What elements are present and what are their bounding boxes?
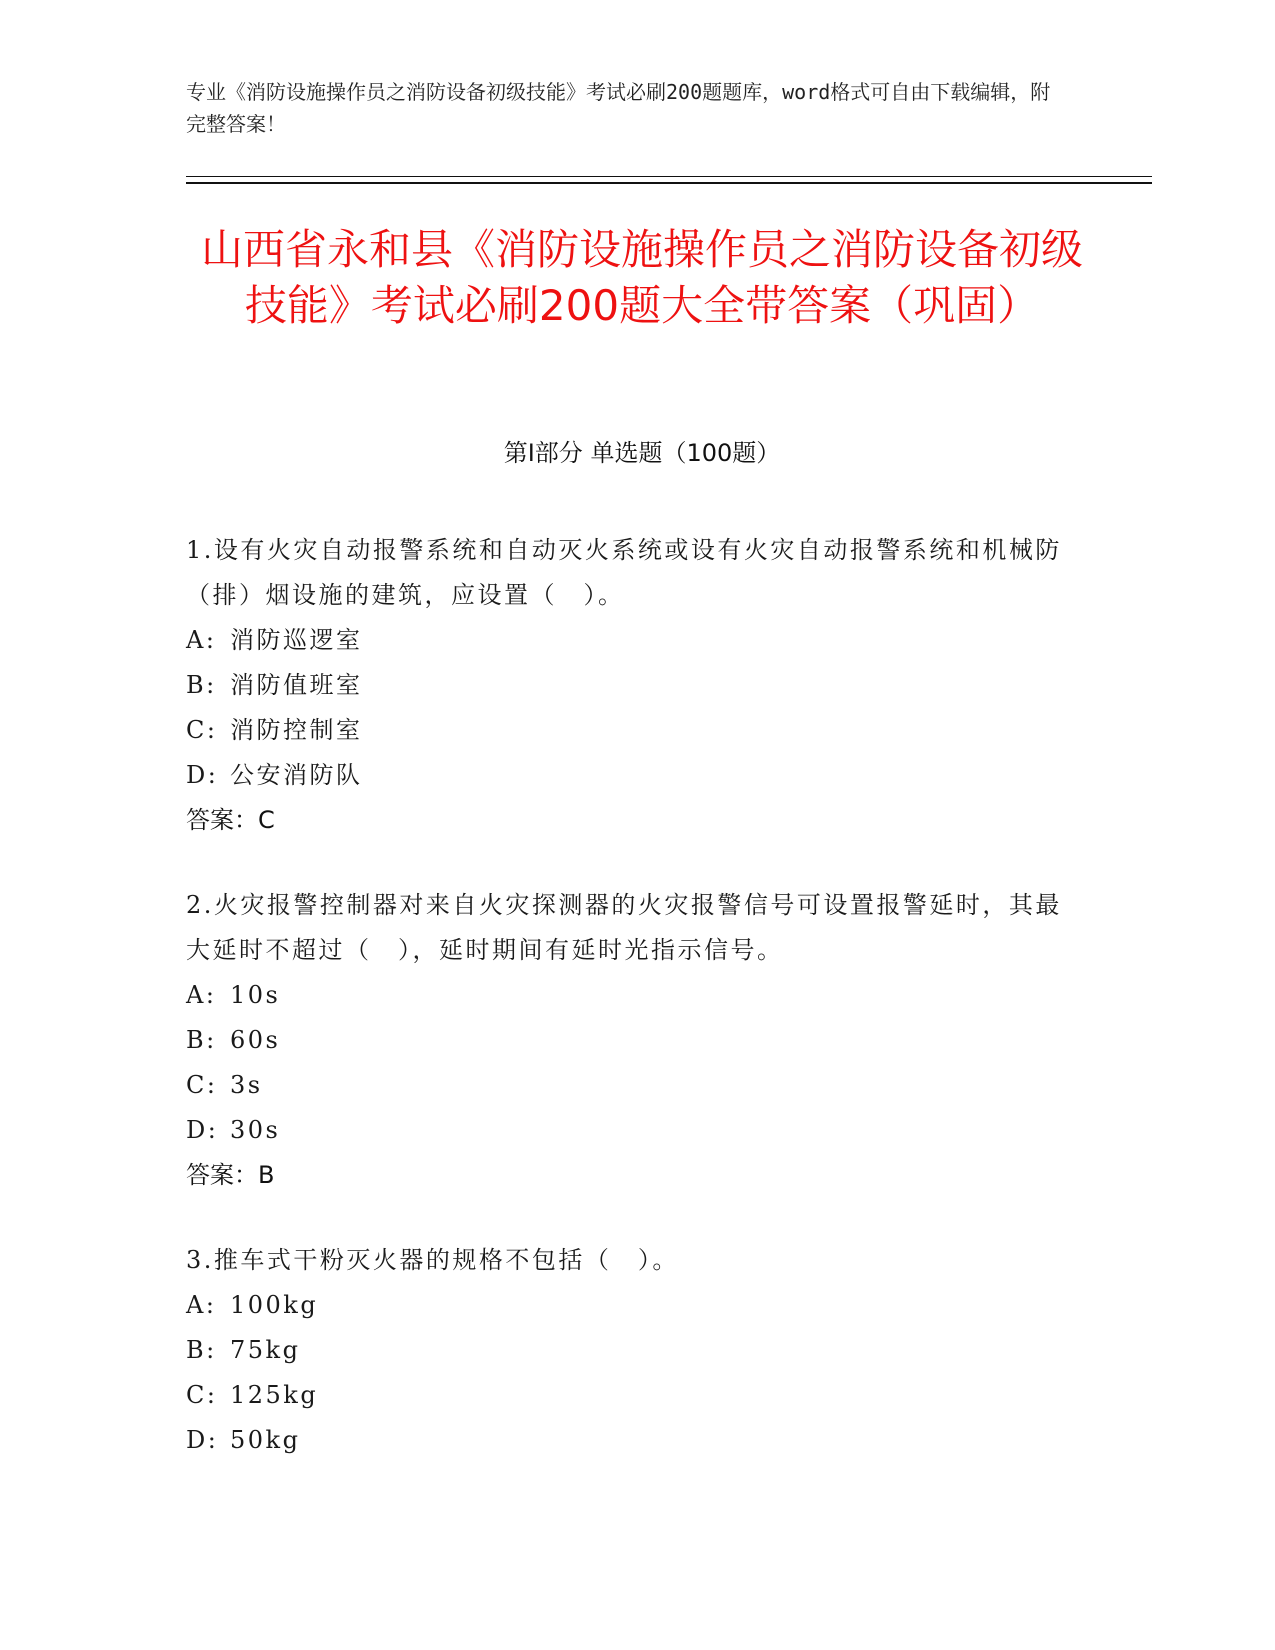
header-note: 专业《消防设施操作员之消防设备初级技能》考试必刷200题题库，word格式可自由下载编辑，附完整答案！ xyxy=(186,80,1051,136)
option-text: 75kg xyxy=(230,1336,301,1364)
option-d xyxy=(186,1108,1066,1153)
option-letter: B: xyxy=(186,1026,217,1054)
option-letter: D: xyxy=(186,761,219,789)
answer-line: 答案：B xyxy=(186,1161,275,1189)
option-letter: B: xyxy=(186,1336,217,1364)
option-letter: C: xyxy=(186,716,218,744)
option-text: 3s xyxy=(230,1071,263,1099)
option-b xyxy=(186,1018,1066,1063)
document-title: 山西省永和县《消防设施操作员之消防设备初级技能》考试必刷200题大全带答案（巩固） xyxy=(200,225,1083,330)
question-stem: 2.火灾报警控制器对来自火灾探测器的火灾报警信号可设置报警延时，其最大延时不超过（ ），延时期间有延时光指示信号。 xyxy=(186,891,1062,964)
option-c xyxy=(186,708,1066,753)
option-a xyxy=(186,618,1066,663)
option-b xyxy=(186,1328,1066,1373)
option-text: 消防值班室 xyxy=(230,671,363,699)
question-1 xyxy=(186,528,1066,843)
option-d xyxy=(186,753,1066,798)
answer-line: 答案：C xyxy=(186,806,275,834)
question-2 xyxy=(186,883,1066,1198)
header-divider-thin xyxy=(186,176,1152,177)
option-d xyxy=(186,1418,1066,1463)
option-text: 10s xyxy=(230,981,281,1009)
option-text: 公安消防队 xyxy=(230,761,363,789)
option-letter: C: xyxy=(186,1071,218,1099)
question-3 xyxy=(186,1238,1066,1463)
header-divider-thick xyxy=(186,182,1152,184)
option-letter: A: xyxy=(186,1291,217,1319)
option-text: 50kg xyxy=(230,1426,301,1454)
question-stem: 1.设有火灾自动报警系统和自动灭火系统或设有火灾自动报警系统和机械防（排）烟设施的建筑，应设置（ ）。 xyxy=(186,536,1062,609)
option-text: 消防控制室 xyxy=(230,716,363,744)
option-c xyxy=(186,1373,1066,1418)
question-stem: 3.推车式干粉灭火器的规格不包括（ ）。 xyxy=(186,1246,679,1274)
option-letter: C: xyxy=(186,1381,218,1409)
option-letter: A: xyxy=(186,981,217,1009)
option-letter: D: xyxy=(186,1116,219,1144)
option-letter: B: xyxy=(186,671,217,699)
option-letter: A: xyxy=(186,626,217,654)
option-c xyxy=(186,1063,1066,1108)
option-a xyxy=(186,1283,1066,1328)
option-letter: D: xyxy=(186,1426,219,1454)
option-text: 125kg xyxy=(230,1381,319,1409)
option-a xyxy=(186,973,1066,1018)
question-list xyxy=(186,528,1066,1503)
option-text: 30s xyxy=(230,1116,281,1144)
option-text: 消防巡逻室 xyxy=(230,626,363,654)
option-b xyxy=(186,663,1066,708)
option-text: 100kg xyxy=(230,1291,319,1319)
section-heading: 第I部分 单选题（100题） xyxy=(503,439,781,467)
option-text: 60s xyxy=(230,1026,281,1054)
